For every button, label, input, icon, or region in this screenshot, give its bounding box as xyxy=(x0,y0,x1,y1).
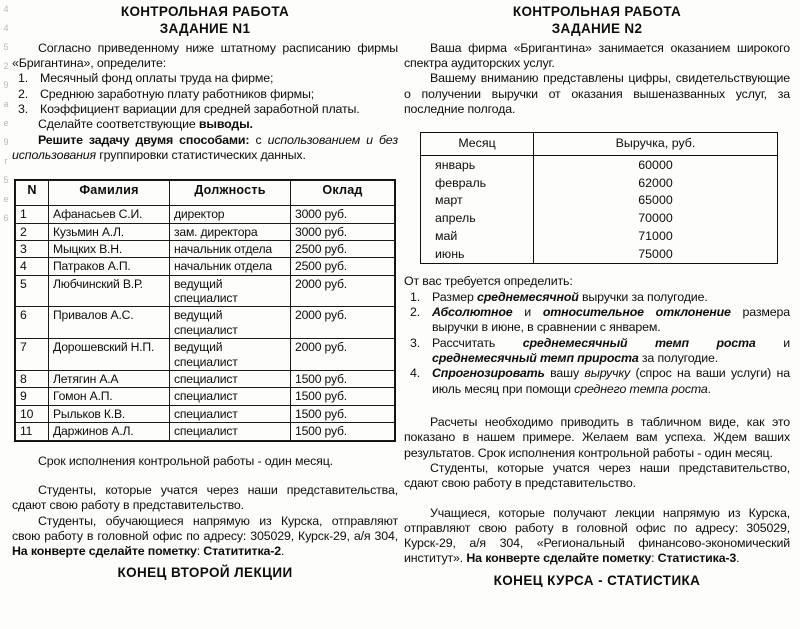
margin-artifact-glyph: a xyxy=(3,99,9,109)
right-task-list xyxy=(404,290,790,397)
column-header-salary: Оклад xyxy=(291,181,395,206)
list-item-text-run: и xyxy=(755,335,790,350)
list-item-text-run: среднемесячный темп роста xyxy=(522,335,756,350)
margin-artifact-glyph: 5 xyxy=(3,175,9,185)
table-row xyxy=(421,192,777,210)
cell-position: специалист xyxy=(170,405,291,422)
table-row xyxy=(421,246,777,264)
list-item xyxy=(404,305,790,336)
right-title-block xyxy=(404,4,790,38)
cell-revenue: 65000 xyxy=(638,193,673,208)
cell-surname: Даржинов А.Л. xyxy=(49,423,170,440)
revenue-table-wrapper xyxy=(420,132,778,264)
cell-salary: 2500 руб. xyxy=(291,240,395,257)
list-item-text-run: (спрос на ваши услуги) на июль месяц при помощи xyxy=(432,366,790,396)
cell-revenue: 71000 xyxy=(638,229,673,244)
method-italic: использованием и без использования xyxy=(12,132,398,162)
list-item-number: 1. xyxy=(410,289,421,304)
margin-artifact-glyph: 4 xyxy=(3,4,9,14)
left-representatives-note: Студенты, которые учатся через наши представительства, сдают свою работу в представительство. xyxy=(12,482,398,513)
list-item-number: 3. xyxy=(410,335,421,350)
table-row xyxy=(421,174,777,192)
cell-salary: 2000 руб. xyxy=(291,275,395,307)
revenue-table-body xyxy=(421,156,777,264)
revenue-table-head xyxy=(421,133,777,155)
cell-revenue: 60000 xyxy=(638,157,673,172)
cell-position: ведущий специалист xyxy=(170,339,291,371)
left-conclusion-paragraph xyxy=(12,117,398,132)
table-header-row xyxy=(421,133,777,155)
left-title-block xyxy=(12,4,398,38)
cell-number: 2 xyxy=(16,223,49,240)
right-closing-paragraph-1: Расчеты необходимо приводить в табличном виде, как это показано в нашем примере. Желаем вам успеха. Ждем ваших результатов. Срок исполнения контрольной работы - один месяц. xyxy=(404,414,790,460)
cell-surname: Привалов А.С. xyxy=(49,307,170,339)
direct-note-emphasis: На конверте сделайте пометку xyxy=(12,544,197,559)
right-required-label: От вас требуется определить: xyxy=(404,274,573,289)
cell-number: 3 xyxy=(16,240,49,257)
table-row xyxy=(16,206,395,223)
left-deadline-paragraph: Срок исполнения контрольной работы - один месяц. xyxy=(38,453,333,468)
list-item-label: Месячный фонд оплаты труда на фирме; xyxy=(40,71,274,86)
direct-note-text-b: : xyxy=(196,544,204,559)
list-item xyxy=(404,366,790,397)
right-page-subtitle: ЗАДАНИЕ N2 xyxy=(551,20,643,36)
list-item-text-run: Спрогнозировать xyxy=(432,366,545,381)
list-item-text-run: относительное отклонение xyxy=(542,305,731,320)
cell-salary: 1500 руб. xyxy=(291,405,395,422)
staff-table-body xyxy=(16,206,395,440)
margin-artifact-glyph: 4 xyxy=(3,23,9,33)
cell-number: 7 xyxy=(16,339,49,371)
margin-artifact-glyph: 9 xyxy=(3,80,9,90)
closing-note-text-b: : xyxy=(651,551,658,566)
list-item-label: Среднюю заработную плату работников фирмы; xyxy=(40,86,315,101)
cell-position: специалист xyxy=(170,371,291,388)
cell-surname: Кузьмин А.Л. xyxy=(49,223,170,240)
cell-surname: Летягин А.А xyxy=(49,371,170,388)
list-item xyxy=(12,102,398,117)
list-item xyxy=(404,290,790,305)
cell-salary: 2000 руб. xyxy=(291,307,395,339)
table-header-row xyxy=(16,181,395,206)
cell-surname: Рыльков К.В. xyxy=(49,405,170,422)
list-item-number: 1. xyxy=(18,71,29,86)
right-intro-paragraph-1: Ваша фирма «Бригантина» занимается оказанием широкого спектра аудиторских услуг. xyxy=(404,40,790,71)
table-row xyxy=(421,210,777,228)
cell-number: 9 xyxy=(16,388,49,405)
cell-month: январь xyxy=(421,156,534,174)
margin-artifact-glyph: 9 xyxy=(3,137,9,147)
right-closing-paragraph-2: Студенты, которые учатся через наши представительство, сдают свою работу в представительство. xyxy=(404,460,790,491)
cell-month: февраль xyxy=(421,174,534,192)
list-item-text-run: . xyxy=(707,381,711,396)
cell-surname: Любчинский В.Р. xyxy=(49,275,170,307)
list-item-text-run: вашу xyxy=(544,366,585,381)
margin-artifact-glyph: г xyxy=(4,156,8,166)
left-direct-students-note xyxy=(12,514,398,560)
cell-month: апрель xyxy=(421,210,534,228)
left-end-line: КОНЕЦ ВТОРОЙ ЛЕКЦИИ xyxy=(117,565,293,581)
table-row xyxy=(16,307,395,339)
list-item-text-run: Рассчитать xyxy=(432,335,523,350)
cell-salary: 2500 руб. xyxy=(291,258,395,275)
column-header-surname: Фамилия xyxy=(49,181,170,206)
list-item xyxy=(12,87,398,102)
left-intro-paragraph: Согласно приведенному ниже штатному расписанию фирмы «Бригантина», определите: xyxy=(12,40,398,71)
list-item-text-run: Размер xyxy=(432,289,477,304)
left-page-subtitle: ЗАДАНИЕ N1 xyxy=(159,20,251,36)
column-header-month: Месяц xyxy=(421,133,534,155)
cell-month: июнь xyxy=(421,246,534,264)
list-item-number: 2. xyxy=(18,86,29,101)
conclusion-emphasis: выводы. xyxy=(198,117,253,132)
list-item-text-run: за полугодие. xyxy=(638,351,719,365)
cell-number: 10 xyxy=(16,405,49,422)
cell-number: 5 xyxy=(16,275,49,307)
cell-surname: Афанасьев С.И. xyxy=(49,206,170,223)
column-header-n: N xyxy=(16,181,49,206)
table-row xyxy=(16,240,395,257)
cell-revenue: 62000 xyxy=(638,175,673,190)
list-item-text-run: среднемесячной xyxy=(476,289,579,304)
cell-surname: Патраков А.П. xyxy=(49,258,170,275)
direct-note-text-end: . xyxy=(280,544,285,559)
cell-number: 6 xyxy=(16,307,49,339)
list-item-text-run: среднемесячный темп прироста xyxy=(432,351,639,365)
left-column xyxy=(12,0,398,629)
cell-month: март xyxy=(421,192,534,210)
list-item-number: 2. xyxy=(410,305,421,320)
cell-position: зам. директора xyxy=(170,223,291,240)
list-item-text-run: размера выручки в июне, в сравнении с январем. xyxy=(432,305,791,335)
table-row xyxy=(16,339,395,371)
closing-note-emphasis: На конверте сделайте пометку xyxy=(466,551,652,566)
cell-revenue: 75000 xyxy=(638,247,673,262)
column-header-position: Должность xyxy=(170,181,291,206)
margin-artifact-glyph: e xyxy=(3,118,9,128)
cell-salary: 1500 руб. xyxy=(291,388,395,405)
closing-note-mark: Статистика-3 xyxy=(657,551,737,566)
cell-salary: 3000 руб. xyxy=(291,223,395,240)
list-item xyxy=(12,71,398,86)
direct-note-mark: Статититка-2 xyxy=(203,544,281,559)
table-row xyxy=(421,156,777,174)
list-item-text-run: Абсолютное xyxy=(432,305,513,320)
cell-surname: Дорошевский Н.П. xyxy=(49,339,170,371)
left-task-list xyxy=(12,71,398,117)
table-row xyxy=(421,228,777,246)
table-row xyxy=(16,371,395,388)
list-item-number: 3. xyxy=(18,102,29,116)
left-page-title: КОНТРОЛЬНАЯ РАБОТА xyxy=(120,4,290,19)
list-item-text-run: выручку xyxy=(584,366,631,381)
list-item-text-run: и xyxy=(512,305,543,320)
margin-artifact-glyph: 6 xyxy=(3,213,9,223)
cell-position: начальник отдела xyxy=(170,258,291,275)
cell-month: май xyxy=(421,228,534,246)
cell-position: начальник отдела xyxy=(170,240,291,257)
conclusion-text: Сделайте соответствующие xyxy=(38,117,199,132)
table-row xyxy=(16,223,395,240)
list-item xyxy=(404,336,790,367)
list-item-label: Коэффициент вариации для средней заработной платы. xyxy=(40,102,360,116)
table-row xyxy=(16,405,395,422)
closing-note-text-end: . xyxy=(736,551,740,566)
method-emphasis: Решите задачу двумя способами: xyxy=(38,132,250,147)
cell-surname: Мыцких В.Н. xyxy=(49,240,170,257)
direct-note-text-a: Студенты, обучающиеся напрямую из Курска, отправляют свою работу в головной офис по адресу: 305029, Курск-29, а/я 304, xyxy=(12,513,398,543)
right-page-title: КОНТРОЛЬНАЯ РАБОТА xyxy=(512,4,682,19)
cell-surname: Гомон А.П. xyxy=(49,388,170,405)
table-row xyxy=(16,258,395,275)
margin-artifact-glyph: 2 xyxy=(3,61,9,71)
closing-note-text-a: Учащиеся, которые получают лекции напрямую из Курска, отправляют свою работу в головной офис по адресу: 305029, Курск-29, а/я 304, «Региональный финансово-экономический институт». xyxy=(404,505,790,566)
cell-position: специалист xyxy=(170,388,291,405)
method-text-b: группировки статистических данных. xyxy=(96,147,306,162)
cell-salary: 1500 руб. xyxy=(291,371,395,388)
table-row xyxy=(16,388,395,405)
method-text-a: с xyxy=(249,132,268,147)
left-method-paragraph xyxy=(12,133,398,164)
cell-number: 4 xyxy=(16,258,49,275)
margin-artifact-glyph: 5 xyxy=(3,42,9,52)
scan-margin-artifacts xyxy=(0,0,12,629)
right-column xyxy=(404,0,790,629)
margin-artifact-glyph: е xyxy=(3,194,9,204)
staff-table xyxy=(15,180,395,440)
table-row xyxy=(16,275,395,307)
staff-table-wrapper xyxy=(14,179,396,441)
cell-revenue: 70000 xyxy=(638,211,673,226)
cell-salary: 1500 руб. xyxy=(291,423,395,440)
cell-number: 1 xyxy=(16,206,49,223)
cell-position: директор xyxy=(170,206,291,223)
staff-table-head xyxy=(16,181,395,206)
cell-salary: 3000 руб. xyxy=(291,206,395,223)
cell-position: ведущий специалист xyxy=(170,275,291,307)
right-end-line: КОНЕЦ КУРСА - СТАТИСТИКА xyxy=(493,572,701,587)
cell-number: 11 xyxy=(16,423,49,440)
table-row xyxy=(16,423,395,440)
column-header-revenue: Выручка, руб. xyxy=(534,133,778,155)
right-intro-paragraph-2: Вашему вниманию представлены цифры, свидетельствующие о получении выручки от оказания вышеназванных услуг, за последние полгода. xyxy=(404,71,790,116)
right-closing-paragraph-3 xyxy=(404,506,790,567)
cell-position: ведущий специалист xyxy=(170,307,291,339)
revenue-table xyxy=(421,133,777,263)
list-item-text-run: выручки за полугодие. xyxy=(578,289,708,304)
list-item-text-run: среднего темпа роста xyxy=(574,381,708,396)
cell-position: специалист xyxy=(170,423,291,440)
list-item-number: 4. xyxy=(410,366,421,381)
cell-salary: 2000 руб. xyxy=(291,339,395,371)
cell-number: 8 xyxy=(16,371,49,388)
